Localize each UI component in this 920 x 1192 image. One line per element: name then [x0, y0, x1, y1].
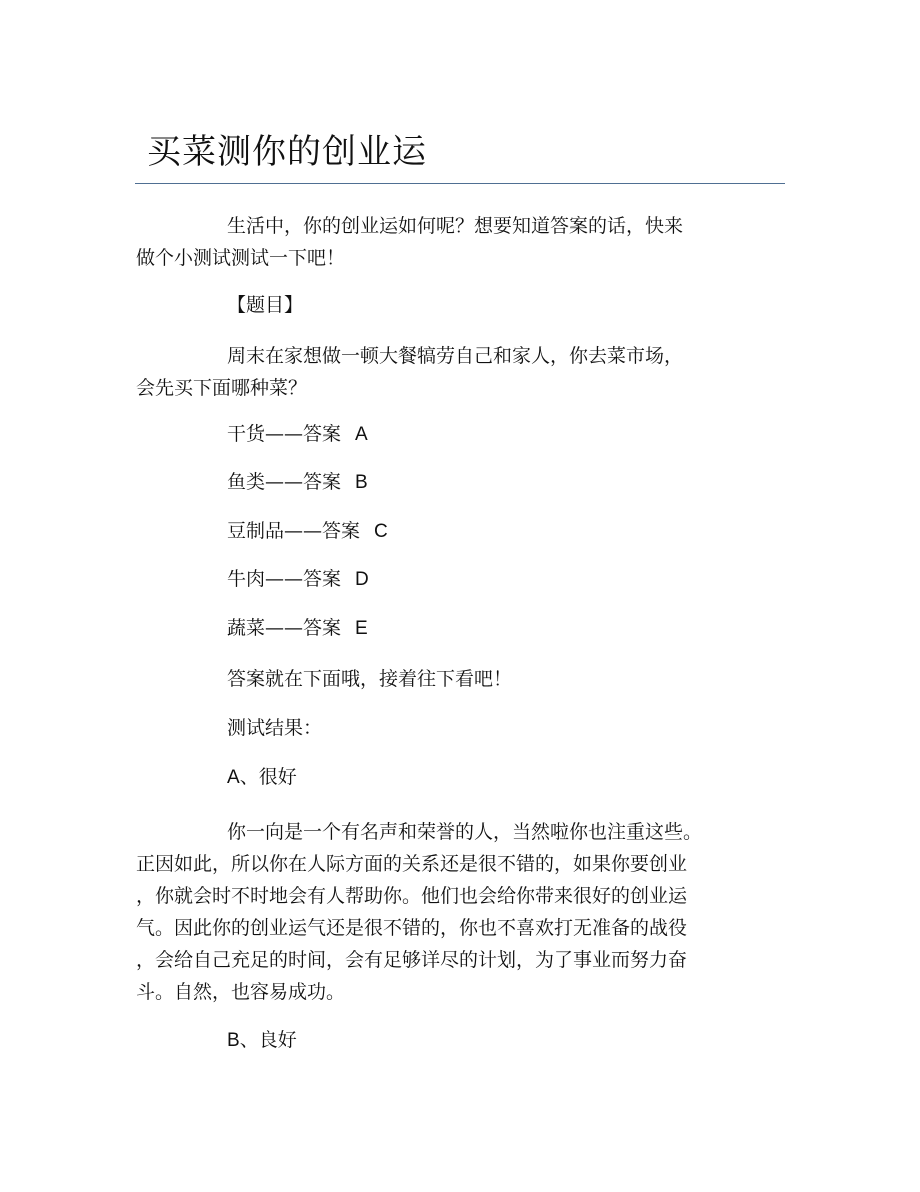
intro-line: 生活中，你的创业运如何呢？想要知道答案的话，快来 [227, 215, 684, 237]
result-line: ，你就会时不时地会有人帮助你。他们也会给你带来很好的创业运 [136, 885, 688, 907]
option-text: 豆制品——答案 [227, 520, 361, 542]
option-text: 蔬菜——答案 [227, 617, 342, 639]
result-line: 你一向是一个有名声和荣誉的人，当然啦你也注重这些。 [227, 821, 703, 843]
result-a-heading [227, 761, 297, 794]
question-paragraph [136, 340, 736, 404]
option-letter: E [355, 618, 368, 639]
result-line: ，会给自己充足的时间，会有足够详尽的计划，为了事业而努力奋 [136, 949, 688, 971]
result-letter: A [227, 767, 240, 788]
result-label: 、良好 [239, 1029, 297, 1051]
intro-paragraph [136, 210, 736, 274]
question-line: 会先买下面哪种菜？ [136, 377, 308, 399]
answer-hint: 答案就在下面哦，接着往下看吧！ [227, 668, 513, 690]
result-letter: B [227, 1030, 240, 1051]
option-text: 牛肉——答案 [227, 568, 342, 590]
question-heading: 【题目】 [227, 294, 304, 316]
option-item [227, 418, 368, 451]
question-line: 周末在家想做一顿大餐犒劳自己和家人，你去菜市场， [227, 345, 684, 367]
option-item [227, 515, 388, 548]
result-b-heading [227, 1024, 297, 1057]
result-a-paragraph [136, 816, 736, 1008]
option-item [227, 612, 368, 645]
option-item [227, 466, 368, 499]
option-letter: A [355, 424, 368, 445]
option-text: 干货——答案 [227, 423, 342, 445]
result-heading: 测试结果： [227, 717, 323, 739]
result-line: 斗。自然，也容易成功。 [136, 981, 346, 1003]
option-letter: B [355, 472, 368, 493]
option-text: 鱼类——答案 [227, 471, 342, 493]
result-line: 正因如此，所以你在人际方面的关系还是很不错的，如果你要创业 [136, 853, 688, 875]
result-label: 、很好 [239, 766, 297, 788]
option-letter: D [355, 569, 369, 590]
option-item [227, 563, 369, 596]
title-divider [135, 183, 785, 184]
result-line: 气。因此你的创业运气还是很不错的，你也不喜欢打无准备的战役 [136, 917, 688, 939]
intro-line: 做个小测试测试一下吧！ [136, 247, 346, 269]
page-title: 买菜测你的创业运 [147, 132, 427, 172]
option-letter: C [374, 521, 388, 542]
